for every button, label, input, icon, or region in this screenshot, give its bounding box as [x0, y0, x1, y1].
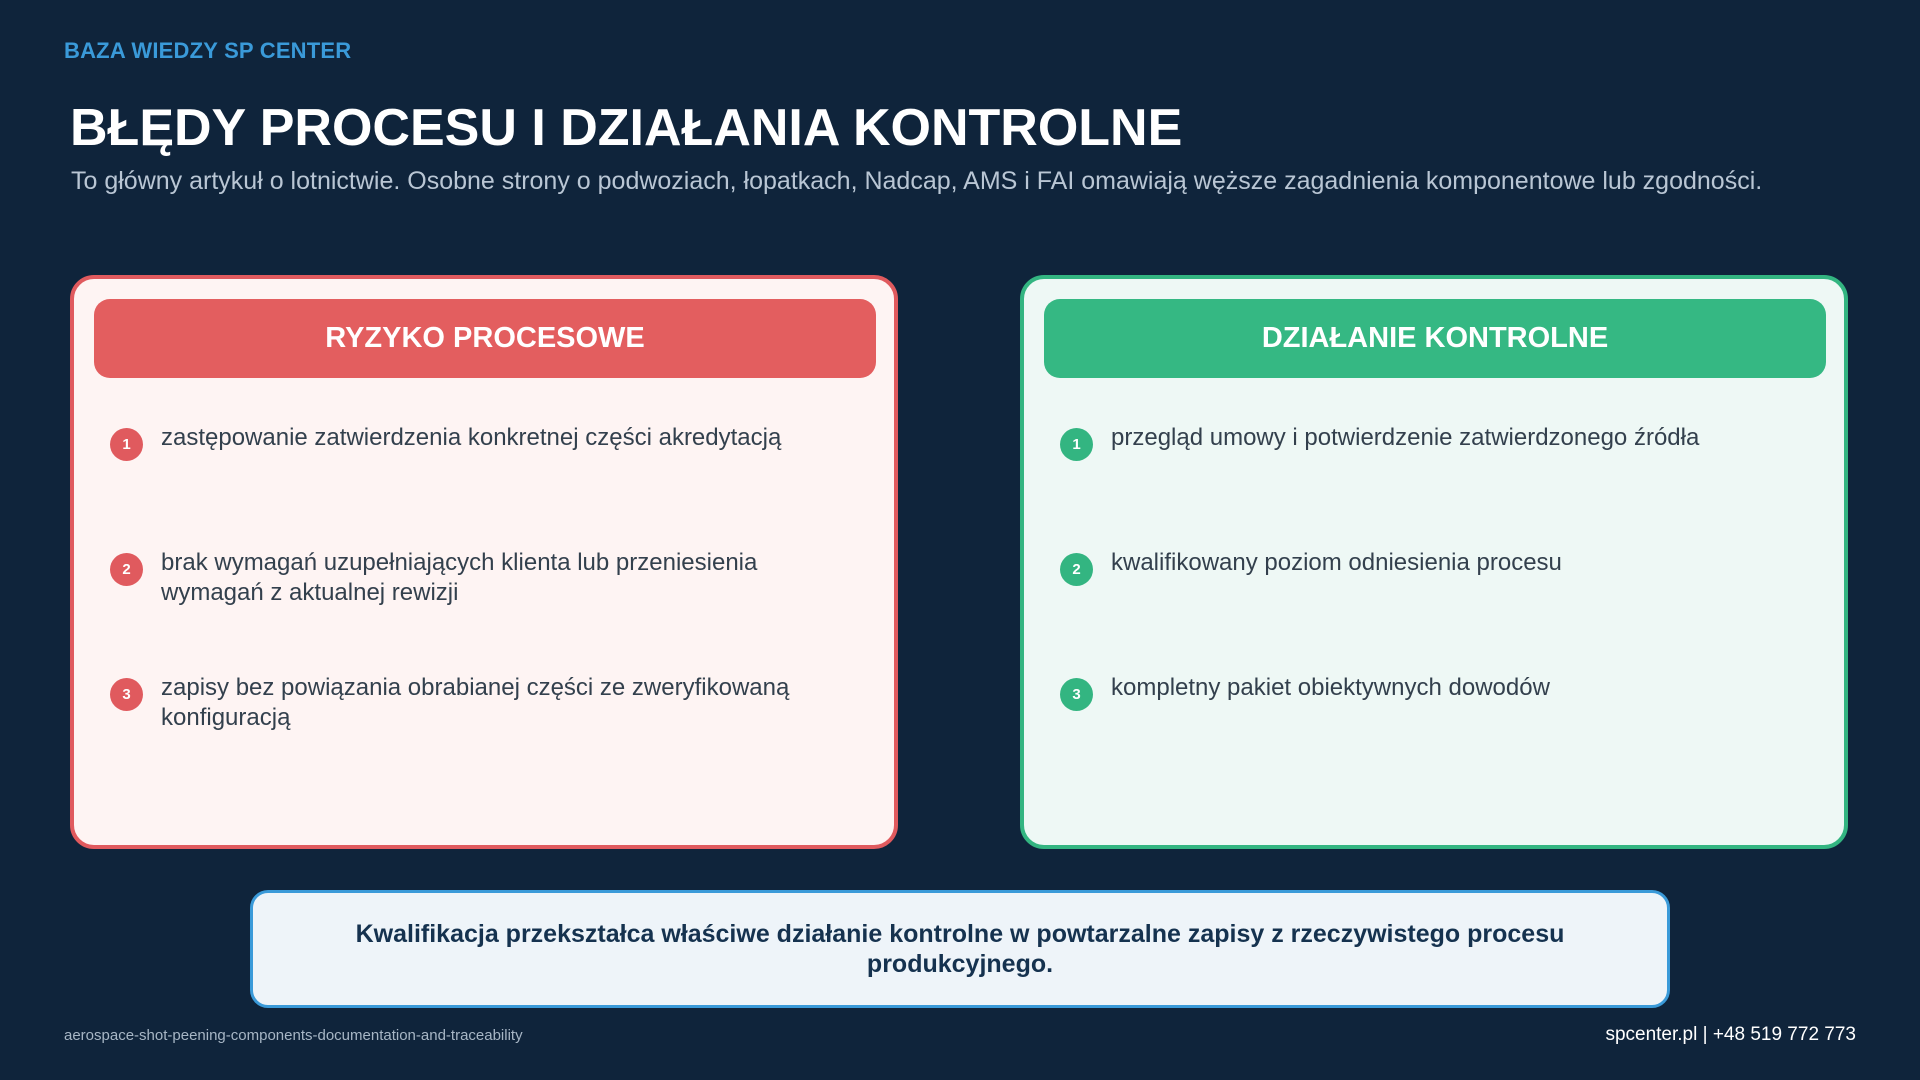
control-item-number-badge: 1 [1060, 428, 1093, 461]
risk-item-number-badge: 2 [110, 553, 143, 586]
control-panel [1020, 275, 1848, 849]
control-item [1060, 548, 1800, 586]
control-item [1060, 673, 1800, 711]
risk-item-number-badge: 3 [110, 678, 143, 711]
risk-item [110, 673, 850, 733]
risk-item [110, 548, 850, 608]
risk-item-number-badge: 1 [110, 428, 143, 461]
risk-item [110, 423, 850, 461]
control-item [1060, 423, 1800, 461]
summary-text: Kwalifikacja przekształca właściwe działanie kontrolne w powtarzalne zapisy z rzeczywistego procesu produkcyjnego. [355, 920, 1565, 978]
summary-box [250, 890, 1670, 1008]
page-subtitle: To główny artykuł o lotnictwie. Osobne strony o podwoziach, łopatkach, Nadcap, AMS i FAI omawiają węższe zagadnienia komponentowe lub zgodności. [71, 167, 1763, 195]
risk-item-text: zastępowanie zatwierdzenia konkretnej części akredytacją [161, 424, 782, 451]
control-item-text: kompletny pakiet obiektywnych dowodów [1111, 674, 1550, 701]
page-title: BŁĘDY PROCESU I DZIAŁANIA KONTROLNE [70, 99, 1183, 157]
footer-contact: spcenter.pl | +48 519 772 773 [1605, 1024, 1856, 1045]
risk-item-text: zapisy bez powiązania obrabianej części ze zweryfikowaną konfiguracją [161, 674, 790, 731]
risk-item-text: brak wymagań uzupełniających klienta lub przeniesienia wymagań z aktualnej rewizji [161, 549, 758, 606]
brand-label: BAZA WIEDZY SP CENTER [64, 38, 352, 63]
control-item-text: przegląd umowy i potwierdzenie zatwierdzonego źródła [1111, 424, 1700, 451]
risk-panel-header: RYZYKO PROCESOWE [94, 299, 876, 378]
control-panel-header: DZIAŁANIE KONTROLNE [1044, 299, 1826, 378]
control-item-text: kwalifikowany poziom odniesienia procesu [1111, 549, 1562, 576]
footer-slug: aerospace-shot-peening-components-documentation-and-traceability [64, 1027, 523, 1044]
risk-panel [70, 275, 898, 849]
control-item-number-badge: 2 [1060, 553, 1093, 586]
control-item-number-badge: 3 [1060, 678, 1093, 711]
